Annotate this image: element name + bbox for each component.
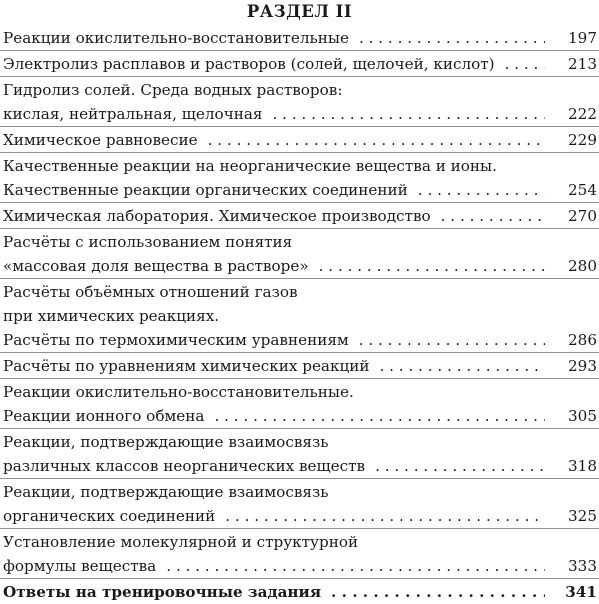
toc-entry-line xyxy=(0,504,599,528)
toc-entry xyxy=(0,280,599,352)
toc-entry-line xyxy=(0,204,599,228)
dot-leader xyxy=(418,178,545,202)
toc-entry-title: Реакции ионного обмена xyxy=(3,407,205,425)
table-of-contents xyxy=(0,26,599,604)
toc-page-number: 333 xyxy=(568,557,597,575)
toc-entry-title: Качественные реакции органических соединений xyxy=(3,181,408,199)
toc-entry-title: Гидролиз солей. Среда водных растворов: xyxy=(3,81,343,99)
dot-leader xyxy=(331,580,545,604)
dot-leader xyxy=(375,454,545,478)
toc-entry xyxy=(0,230,599,278)
toc-page-number: 318 xyxy=(568,457,597,475)
dot-leader xyxy=(359,26,545,50)
toc-page-number: 270 xyxy=(568,207,597,225)
toc-entry-line xyxy=(0,178,599,202)
toc-entry-title: кислая, нейтральная, щелочная xyxy=(3,105,263,123)
toc-entry-title: Реакции окислительно-восстановительные xyxy=(3,29,349,47)
toc-entry-line xyxy=(0,102,599,126)
toc-entry-line xyxy=(0,454,599,478)
toc-entry-title: Расчёты по термохимическим уравнениям xyxy=(3,331,349,349)
toc-entry-title: при химических реакциях. xyxy=(3,307,220,325)
toc-entry-title: «массовая доля вещества в растворе» xyxy=(3,257,309,275)
toc-page-number: 293 xyxy=(568,357,597,375)
toc-entry xyxy=(0,26,599,50)
toc-entry-line xyxy=(0,280,599,304)
toc-entry-line xyxy=(0,52,599,76)
dot-leader xyxy=(319,254,545,278)
dot-leader xyxy=(225,504,545,528)
toc-page-number: 280 xyxy=(568,257,597,275)
toc-entry-title: формулы вещества xyxy=(3,557,157,575)
dot-leader xyxy=(505,52,545,76)
toc-entry-line xyxy=(0,480,599,504)
dot-leader xyxy=(359,328,545,352)
toc-entry-line xyxy=(0,78,599,102)
toc-page-number: 222 xyxy=(568,105,597,123)
toc-entry-title: Установление молекулярной и структурной xyxy=(3,533,359,551)
toc-entry xyxy=(0,380,599,428)
dot-leader xyxy=(273,102,545,126)
toc-page-number: 286 xyxy=(568,331,597,349)
toc-entry xyxy=(0,580,599,604)
toc-entry-title: Расчёты по уравнениям химических реакций xyxy=(3,357,370,375)
toc-entry-line xyxy=(0,530,599,554)
toc-entry-line xyxy=(0,128,599,152)
toc-entry-title: Реакции, подтверждающие взаимосвязь xyxy=(3,483,329,501)
toc-page-number: 197 xyxy=(568,29,597,47)
toc-entry-line xyxy=(0,380,599,404)
dot-leader xyxy=(166,554,545,578)
toc-page-number: 229 xyxy=(568,131,597,149)
toc-entry-title: Расчёты объёмных отношений газов xyxy=(3,283,298,301)
toc-entry-line xyxy=(0,404,599,428)
toc-entry-line xyxy=(0,328,599,352)
toc-entry-line xyxy=(0,554,599,578)
dot-leader xyxy=(441,204,545,228)
toc-entry-title: Расчёты с использованием понятия xyxy=(3,233,293,251)
toc-entry-line xyxy=(0,154,599,178)
toc-entry-title: Реакции, подтверждающие взаимосвязь xyxy=(3,433,329,451)
toc-entry-title: Химическое равновесие xyxy=(3,131,198,149)
dot-leader xyxy=(208,128,545,152)
toc-entry-line xyxy=(0,354,599,378)
toc-entry xyxy=(0,52,599,76)
toc-page-number: 254 xyxy=(568,181,597,199)
toc-entry-title: Реакции окислительно-восстановительные. xyxy=(3,383,354,401)
toc-entry xyxy=(0,530,599,578)
toc-entry xyxy=(0,430,599,478)
toc-entry xyxy=(0,78,599,126)
toc-entry-line xyxy=(0,304,599,328)
toc-entry xyxy=(0,154,599,202)
section-title: РАЗДЕЛ II xyxy=(246,2,353,21)
toc-entry-line xyxy=(0,230,599,254)
toc-entry-title: различных классов неорганических веществ xyxy=(3,457,366,475)
dot-leader xyxy=(214,404,545,428)
toc-entry-title: Ответы на тренировочные задания xyxy=(3,583,322,601)
toc-page-number: 305 xyxy=(568,407,597,425)
toc-entry-line xyxy=(0,430,599,454)
toc-entry xyxy=(0,354,599,378)
toc-entry-line xyxy=(0,26,599,50)
toc-entry-line xyxy=(0,580,599,604)
toc-entry-title: Качественные реакции на неорганические вещества и ионы. xyxy=(3,157,497,175)
toc-entry-title: Химическая лаборатория. Химическое производство xyxy=(3,207,431,225)
toc-entry xyxy=(0,128,599,152)
toc-page-number: 325 xyxy=(568,507,597,525)
toc-entry-title: Электролиз расплавов и растворов (солей, щелочей, кислот) xyxy=(3,55,495,73)
toc-entry-line xyxy=(0,254,599,278)
toc-entry xyxy=(0,480,599,528)
toc-entry xyxy=(0,204,599,228)
toc-page-number: 213 xyxy=(568,55,597,73)
toc-entry-title: органических соединений xyxy=(3,507,216,525)
toc-page-number: 341 xyxy=(565,583,597,601)
dot-leader xyxy=(380,354,546,378)
